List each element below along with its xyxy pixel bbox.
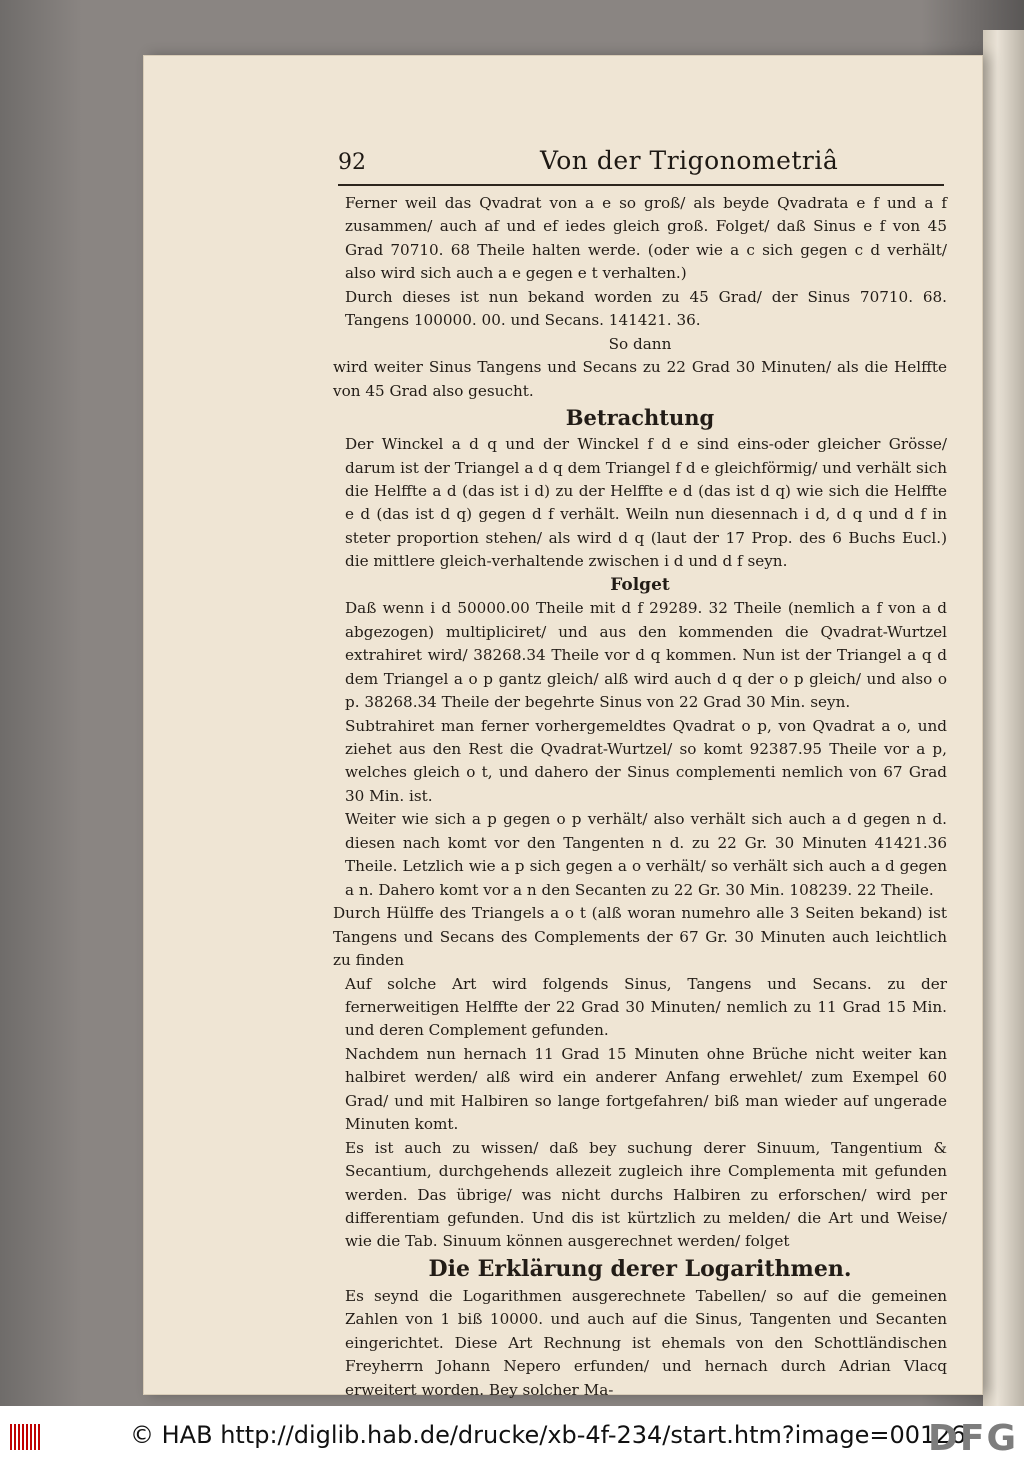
paragraph: Es seynd die Logarithmen ausgerechnete Tabellen/ so auf die gemeinen Zahlen von 1 biß 10000. und auch auf die Sinus, Tangenten und Secanten eingerichtet. Diese Art Rechnung ist ehemals von den Schottländischen Freyherrn Johann Nepero erfunden/ und hernach durch Adrian Vlacq erweitert worden. Bey solcher Ma- — [345, 1286, 947, 1399]
source-url[interactable]: © HAB http://diglib.hab.de/drucke/xb-4f-234/start.htm?image=00126 — [130, 1421, 966, 1449]
paragraph: Es ist auch zu wissen/ daß bey suchung derer Sinuum, Tangentium & Secantium, durchgehends allezeit zugleich ihre Complementa mit gefunden werden. Das übrige/ was nicht durchs Halbiren zu erforschen/ wird per differentiam gefunden. Und dis ist kürtzlich zu melden/ die Art und Weise/ wie die Tab. Sinuum können ausgerechnet werden/ folget — [345, 1138, 947, 1251]
dfg-logo: DFG — [928, 1418, 1019, 1459]
section-subheading: Folget — [610, 574, 670, 595]
page-number: 92 — [338, 150, 366, 175]
header-rule — [338, 184, 944, 186]
running-head: Von der Trigonometriâ — [540, 146, 839, 175]
page-header — [338, 144, 944, 184]
page-text — [333, 192, 947, 1426]
paragraph: Durch dieses ist nun bekand worden zu 45 Grad/ der Sinus 70710. 68. Tangens 100000. 00. und Secans. 141421. 36. — [345, 287, 947, 330]
paragraph: Der Winckel a d q und der Winckel f d e sind eins-oder gleicher Grösse/ darum ist der Triangel a d q dem Triangel f d e gleichförmig/ und verhält sich die Helffte a d (das ist i d) zu der Helffte e d (das ist d q) wie sich die Helffte e d (das ist d q) gegen d f verhält. Weiln nun diesennach i d, d q und d f in steter proportion stehen/ als wird d q (laut der 17 Prop. des 6 Buchs Eucl.) die mittlere gleich-verhaltende zwischen i d und d f seyn. — [345, 435, 947, 571]
section-heading: Betrachtung — [565, 405, 715, 431]
paragraph: Ferner weil das Qvadrat von a e so groß/ als beyde Qvadrata e f und a f zusammen/ auch af und ef iedes gleich groß. Folget/ daß Sinus e f von 45 Grad 70710. 68 Theile halten werde. (oder wie a c sich gegen c d verhält/ also wird sich auch a e gegen e t verhalten.) — [345, 194, 947, 283]
barcode-icon — [10, 1424, 40, 1450]
paragraph-centered: So dann — [608, 334, 672, 353]
paragraph: Durch Hülffe des Triangels a o t (alß woran numehro alle 3 Seiten bekand) ist Tangens und Secans des Complements der 67 Gr. 30 Minuten auch leichtlich zu finden — [333, 904, 947, 970]
paragraph: Daß wenn i d 50000.00 Theile mit d f 29289. 32 Theile (nemlich a f von a d abgezogen) multipliciret/ und aus den kommenden die Qvadrat-Wurtzel extrahiret wird/ 38268.34 Theile vor d q kommen. Nun ist der Triangel a q d dem Triangel a o p gantz gleich/ alß wird auch d q der o p gleich/ und also o p. 38268.34 Theile der begehrte Sinus von 22 Grad 30 Min. seyn. — [345, 599, 947, 712]
paragraph: Subtrahiret man ferner vorhergemeldtes Qvadrat o p, von Qvadrat a o, und ziehet aus den Rest die Qvadrat-Wurtzel/ so komt 92387.95 Theile vor a p, welches gleich o t, und dahero der Sinus complementi nemlich von 67 Grad 30 Min. ist. — [345, 716, 947, 805]
paragraph: Nachdem nun hernach 11 Grad 15 Minuten ohne Brüche nicht weiter kan halbiret werden/ alß wird ein anderer Anfang erwehlet/ zum Exempel 60 Grad/ und mit Halbiren so lange fortgefahren/ biß man wieder auf ungerade Minuten komt. — [345, 1044, 947, 1134]
paragraph: Weiter wie sich a p gegen o p verhält/ also verhält sich auch a d gegen n d. diesen nach komt vor den Tangenten n d. zu 22 Gr. 30 Minuten 41421.36 Theile. Letzlich wie a p sich gegen a o verhält/ so verhält sich auch a d gegen a n. Dahero komt vor a n den Secanten zu 22 Gr. 30 Min. 108239. 22 Theile. — [345, 810, 947, 899]
section-heading: Die Erklärung derer Logarithmen. — [428, 1255, 852, 1282]
adjacent-page-edge — [983, 30, 1024, 1406]
paragraph: Auf solche Art wird folgends Sinus, Tangens und Secans. zu der fernerweitigen Helffte der 22 Grad 30 Minuten/ nemlich zu 11 Grad 15 Min. und deren Complement gefunden. — [345, 974, 947, 1040]
paragraph: wird weiter Sinus Tangens und Secans zu 22 Grad 30 Minuten/ als die Helffte von 45 Grad also gesucht. — [333, 358, 947, 400]
